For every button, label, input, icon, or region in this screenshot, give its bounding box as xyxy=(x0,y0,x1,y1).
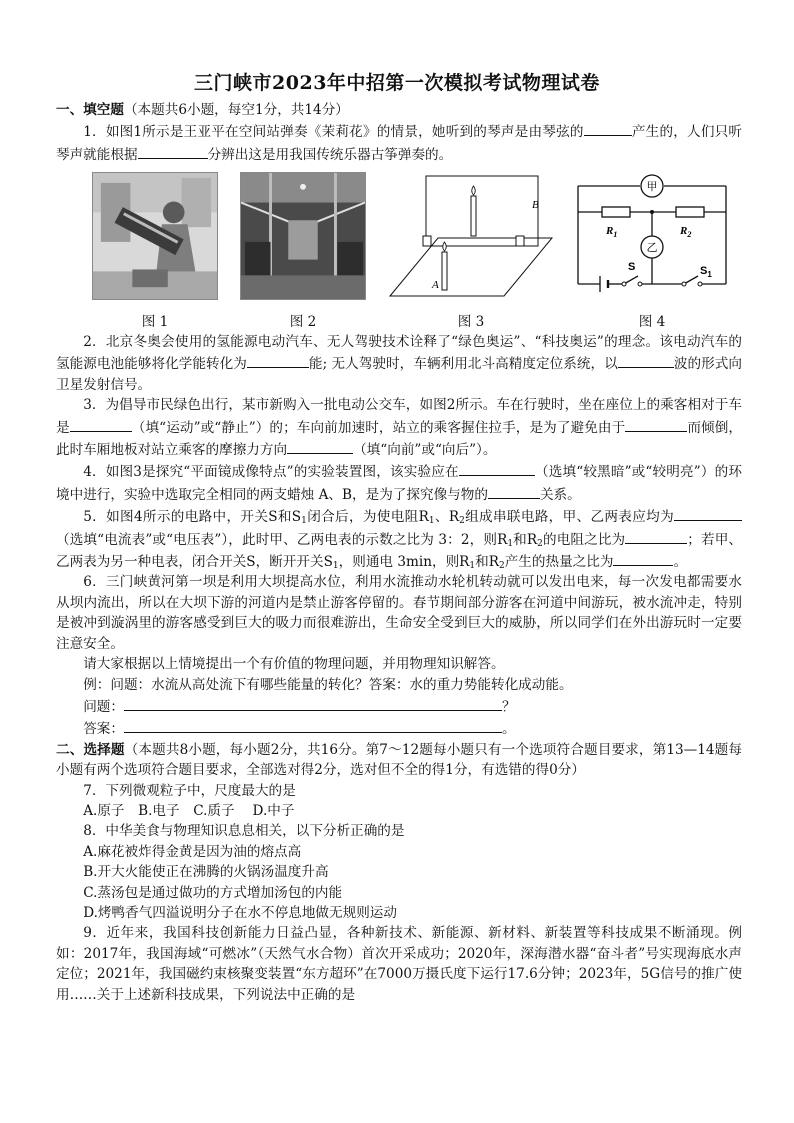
q5-text-f: 和R xyxy=(513,531,538,548)
label-s1: $S_1$ xyxy=(700,265,712,279)
q5-text-i: ，则通电 3min，则R xyxy=(338,554,470,571)
q3-blank-2[interactable] xyxy=(625,416,687,432)
q5-text-j: 和R xyxy=(475,554,499,571)
section-2-header xyxy=(56,740,742,781)
label-r2: $R_2$ xyxy=(680,225,692,239)
q1-text-a: 1．如图1所示是王亚平在空间站弹奏《茉莉花》的情景，她听到的琴声是由琴弦的 xyxy=(83,124,584,141)
figure-4-caption: 图 4 xyxy=(638,314,666,330)
q5-sub-b: 1 xyxy=(428,516,435,527)
q5-text-g: 的电阻之比为 xyxy=(542,531,626,548)
q3-text-c: 而倾倒，此时车厢地板对站立乘客的摩擦力方向 xyxy=(56,419,743,459)
q6-answer-end: 。 xyxy=(501,721,516,738)
section-1-heading: 一、填空题 xyxy=(56,102,124,118)
figure-3 xyxy=(386,172,556,330)
q2-blank-2[interactable] xyxy=(618,352,674,368)
q5-text-h: ；若甲、乙两表为另一种电表，闭合开关S，断开开关S xyxy=(56,531,742,571)
q5-sub-h: 1 xyxy=(332,561,339,572)
section-2-heading: 二、选择题 xyxy=(56,741,125,758)
q4-text-b: （选填“较黑暗”或“较明亮”）的环境中进行，实验中选取完全相同的两支蜡烛 A、B，是为了探究像与物的 xyxy=(56,464,742,503)
question-7-options: A.原子 B.电子 C.质子 D.中子 xyxy=(83,802,295,819)
q4-text-a: 4．如图3是探究“平面镜成像特点”的实验装置图，该实验应在 xyxy=(83,464,459,481)
figure-1-caption: 图 1 xyxy=(141,314,169,330)
section-2-note: （本题共8小题，每小题2分，共16分。第7～12题每小题只有一个选项符合题目要求，第13—14题每小题有两个选项符合题目要求，全部选对得2分，选对但不全的得1分，有选错的得0分） xyxy=(56,741,743,779)
q5-sub-a: 1 xyxy=(301,516,307,527)
q5-text-d: 组成串联电路，甲、乙两表应均为 xyxy=(464,509,674,526)
q1-blank-2[interactable] xyxy=(138,143,208,159)
figure-1-photo xyxy=(92,172,218,300)
question-6-prompt: 请大家根据以上情境提出一个有价值的物理问题，并用物理知识解答。 xyxy=(83,656,505,673)
q5-blank-3[interactable] xyxy=(613,550,673,566)
question-6: 6．三门峡黄河第一坝是利用大坝提高水位，利用水流推动水轮机转动就可以发出电来，每一次发电都需要水从坝内流出，所以在大坝下游的河道内是禁止游客停留的。春节期间部分游客在河道中间游玩，被水流冲走，特别是被冲到漩涡里的游客感受到巨大的吸力而很难游出，生命安全受到巨大的威胁，所以同学们在外出游玩时一定要注意安全。 xyxy=(56,574,742,652)
question-7: 7．下列微观粒子中，尺度最大的是 xyxy=(83,782,296,799)
q5-text-c: 、R xyxy=(434,509,460,526)
q5-text-l: 。 xyxy=(673,554,688,571)
figure-2-photo xyxy=(240,172,366,300)
question-6-answer-answer xyxy=(56,717,742,739)
q8-option-b: B.开大火能使正在沸腾的火锅汤温度升高 xyxy=(83,864,329,881)
q1-text-c: 生的，人们只听琴声就能根据 xyxy=(56,124,743,163)
section-1-header xyxy=(56,100,742,120)
figures-row xyxy=(92,172,732,332)
question-3 xyxy=(56,395,742,460)
q3-text-d: （填“向前”或“向后”）。 xyxy=(353,442,497,459)
label-b: B xyxy=(532,199,539,211)
exam-title: 三门峡市2023年中招第一次模拟考试物理试卷 xyxy=(194,72,600,94)
q5-sub-c: 2 xyxy=(459,516,465,527)
question-6-example: 例：问题：水流从高处流下有哪些能量的转化？答案：水的重力势能转化成动能。 xyxy=(83,676,573,693)
question-9: 9．近年来，我国科技创新能力日益凸显，各种新技术、新能源、新材料、新装置等科技成果不断涌现。例如：2017年，我国海域“可燃冰”（天然气水合物）首次开采成功；2020年，深海潜水器“奋斗者”号实现海底水声定位；2021年，我国磁约束核聚变装置“东方超环”在7000万摄氏度下运行17.6分钟；2023年，5G信号的推广使用……关于上述新科技成果，下列说法中正确的是 xyxy=(56,925,742,1003)
candle-a xyxy=(442,252,447,290)
figure-2-caption: 图 2 xyxy=(289,314,317,330)
label-r1: $R_1$ xyxy=(606,225,618,239)
q5-sub-e: 1 xyxy=(507,538,514,549)
q5-text-a: 5．如图4所示的电路中，开关S和S xyxy=(83,509,302,526)
q5-sub-j: 2 xyxy=(498,561,505,572)
q5-sub-i: 1 xyxy=(469,561,476,572)
figure-4 xyxy=(572,172,732,330)
q5-text-e: （选填“电流表”或“电压表”），此时甲、乙两电表的示数之比为 3：2，则R xyxy=(56,531,508,548)
q4-blank-2[interactable] xyxy=(488,483,540,499)
resistor-r2 xyxy=(676,207,704,217)
q2-text-c: 波的形式向卫星发射信号。 xyxy=(56,356,743,393)
question-6-answer-question xyxy=(56,695,742,717)
q5-text-b: 闭合后，为使电阻R xyxy=(306,509,429,526)
question-5 xyxy=(56,505,742,572)
q3-blank-1[interactable] xyxy=(70,416,132,432)
q1-text-b: 产 xyxy=(631,124,646,141)
resistor-r1 xyxy=(602,207,630,217)
q5-text-k: 产生的热量之比为 xyxy=(504,554,614,571)
question-1 xyxy=(56,120,742,165)
q6-question-label: 问题： xyxy=(83,698,124,715)
meter-jia-label: 甲 xyxy=(646,181,658,193)
q2-text-b: 能; 无人驾驶时，车辆利用北斗高精度定位系统，以 xyxy=(308,356,618,373)
q4-blank-1[interactable] xyxy=(459,460,535,476)
q6-answer-label: 答案： xyxy=(83,721,124,738)
q5-blank-1[interactable] xyxy=(674,505,742,521)
q3-text-a: 3．为倡导市民绿色出行，某市新购入一批电动公交车，如图2所示。车在行驶时，坐在座位上的乘客相对于车是 xyxy=(56,397,742,436)
question-2 xyxy=(56,332,742,395)
q1-blank-1[interactable] xyxy=(584,120,632,136)
label-s: S xyxy=(628,261,636,273)
q6-answer-blank[interactable] xyxy=(124,717,502,733)
q5-sub-f: 2 xyxy=(537,538,543,549)
section-1-note: （本题共6小题，每空1分，共14分） xyxy=(123,102,349,118)
q5-blank-2[interactable] xyxy=(625,528,687,544)
q2-blank-1[interactable] xyxy=(247,352,309,368)
section-1 xyxy=(56,100,742,165)
q6-question-blank[interactable] xyxy=(124,695,502,711)
figure-3-diagram xyxy=(386,172,556,302)
q2-text-a: 2．北京冬奥会使用的氢能源电动汽车、无人驾驶技术诠释了“绿色奥运”、“科技奥运”的理念。该电动汽车的氢能源电池能够将化学能转化为 xyxy=(56,334,742,373)
label-a: A xyxy=(432,279,439,291)
candle-b xyxy=(471,196,476,236)
meter-yi-label: 乙 xyxy=(646,242,658,254)
figure-1 xyxy=(92,172,218,330)
questions-2-6 xyxy=(56,332,742,1005)
q8-option-d: D.烤鸭香气四溢说明分子在水不停息地做无规则运动 xyxy=(83,904,397,921)
figure-4-circuit xyxy=(572,172,732,302)
question-8: 8．中华美食与物理知识息息相关，以下分析正确的是 xyxy=(83,823,405,840)
q4-text-c: 关系。 xyxy=(539,486,581,503)
q3-blank-3[interactable] xyxy=(287,438,353,454)
q3-text-b: （填“运动”或“静止”）的；车向前加速时，站立的乘客握住拉手，是为了避免由于 xyxy=(131,419,626,436)
figure-3-caption: 图 3 xyxy=(457,314,485,330)
q6-question-end: ？ xyxy=(501,698,516,715)
q8-option-c: C.蒸汤包是通过做功的方式增加汤包的内能 xyxy=(83,884,343,901)
question-4 xyxy=(56,460,742,505)
q8-option-a: A.麻花被炸得金黄是因为油的熔点高 xyxy=(83,843,302,860)
q1-text-d: 分辨出这是用我国传统乐器古筝弹奏的。 xyxy=(207,146,453,163)
figure-2 xyxy=(240,172,366,330)
